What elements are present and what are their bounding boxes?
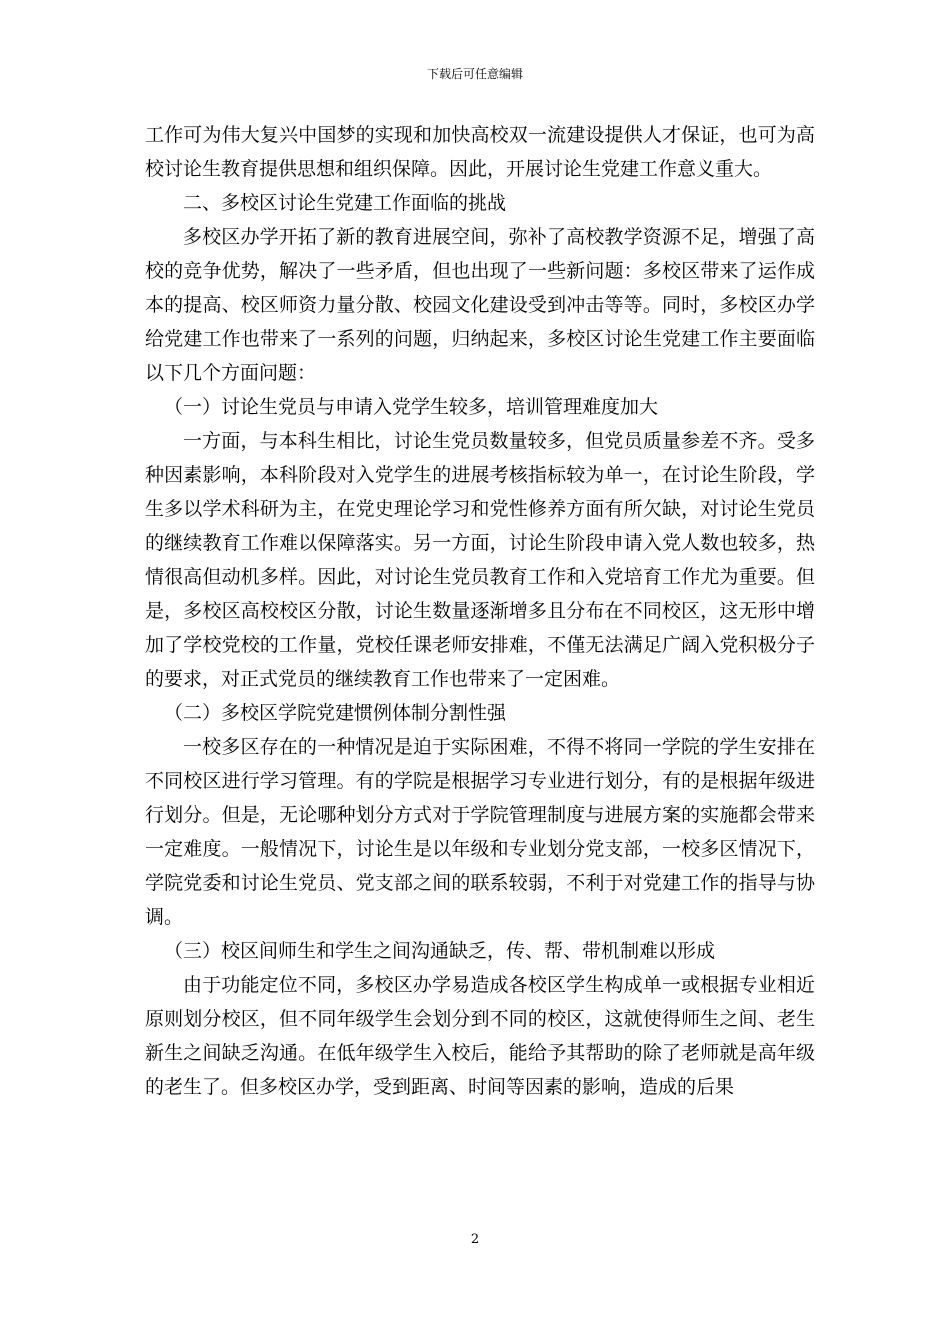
- paragraph: 多校区办学开拓了新的教育进展空间，弥补了高校教学资源不足，增强了高校的竞争优势，解决了一些矛盾，但也出现了一些新问题：多校区带来了运作成本的提高、校区师资力量分散、校园文化建设受到冲击等等。同时，多校区办学给党建工作也带来了一系列的问题，归纳起来，多校区讨论生党建工作主要面临以下几个方面问题：: [145, 226, 815, 384]
- paragraph: 一校多区存在的一种情况是迫于实际困难，不得不将同一学院的学生安排在不同校区进行学习管理。有的学院是根据学习专业进行划分，有的是根据年级进行划分。但是，无论哪种划分方式对于学院管理制度与进展方案的实施都会带来一定难度。一般情况下，讨论生是以年级和专业划分党支部，一校多区情况下，学院党委和讨论生党员、党支部之间的联系较弱，不利于对党建工作的指导与协调。: [145, 736, 815, 928]
- subsection-heading: （三）校区间师生和学生之间沟通缺乏，传、帮、带机制难以形成: [164, 940, 716, 962]
- page-header: 下载后可任意编辑: [426, 67, 523, 81]
- section-heading: 二、多校区讨论生党建工作面临的挑战: [183, 192, 507, 214]
- subsection-heading: （二）多校区学院党建惯例体制分割性强: [164, 702, 507, 724]
- page-number: 2: [470, 1232, 480, 1247]
- paragraph-continuation: 工作可为伟大复兴中国梦的实现和加快高校双一流建设提供人才保证，也可为高校讨论生教育提供思想和组织保障。因此，开展讨论生党建工作意义重大。: [145, 124, 815, 180]
- subsection-heading: （一）讨论生党员与申请入党学生较多，培训管理难度加大: [164, 396, 659, 418]
- paragraph: 一方面，与本科生相比，讨论生党员数量较多，但党员质量参差不齐。受多种因素影响，本科阶段对入党学生的进展考核指标较为单一，在讨论生阶段，学生多以学术科研为主，在党史理论学习和党性修养方面有所欠缺，对讨论生党员的继续教育工作难以保障落实。另一方面，讨论生阶段申请入党人数也较多，热情很高但动机多样。因此，对讨论生党员教育工作和入党培育工作尤为重要。但是，多校区高校校区分散，讨论生数量逐渐增多且分布在不同校区，这无形中增加了学校党校的工作量，党校任课老师安排难，不僅无法满足广阔入党积极分子的要求，对正式党员的继续教育工作也带来了一定困难。: [145, 430, 815, 690]
- paragraph: 由于功能定位不同，多校区办学易造成各校区学生构成单一或根据专业相近原则划分校区，但不同年级学生会划分到不同的校区，这就使得师生之间、老生新生之间缺乏沟通。在低年级学生入校后，能给予其帮助的除了老师就是高年级的老生了。但多校区办学，受到距离、时间等因素的影响，造成的后果: [145, 974, 815, 1098]
- document-body: [145, 118, 815, 1104]
